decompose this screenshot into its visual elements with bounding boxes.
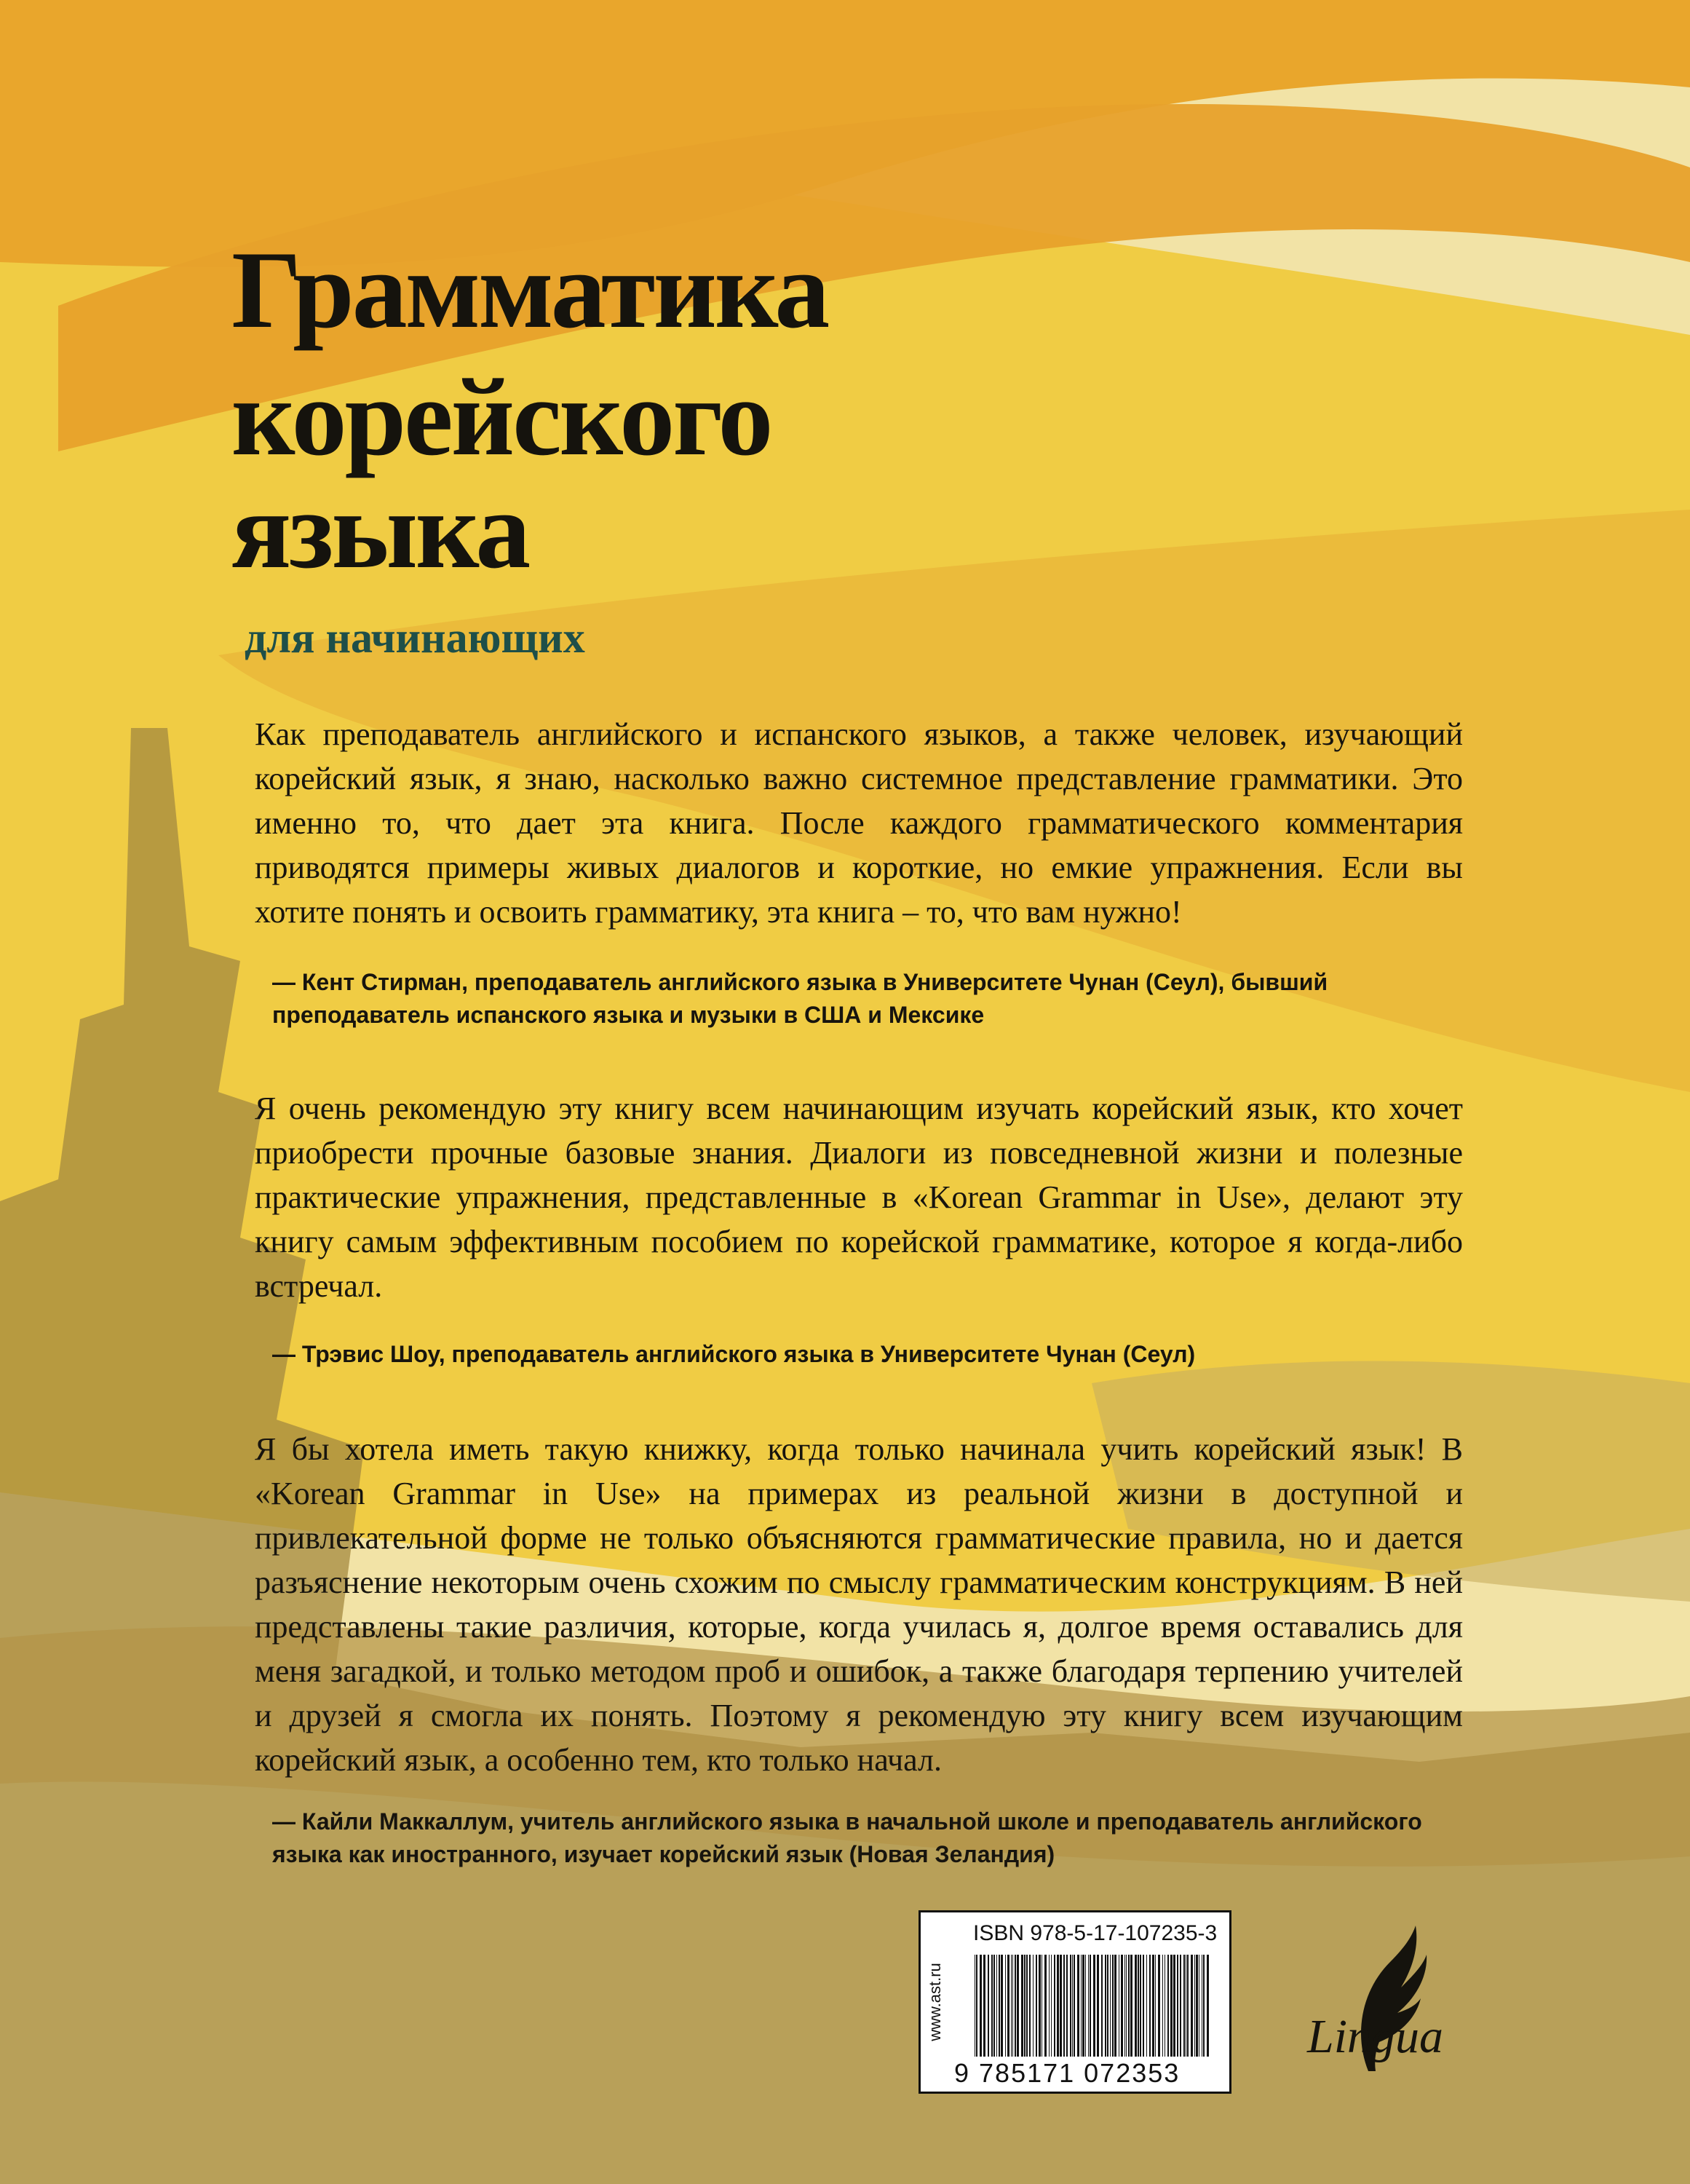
barcode-bar	[1072, 1955, 1073, 2057]
barcode-bar	[1026, 1955, 1028, 2057]
barcode-bar	[1011, 1955, 1012, 2057]
barcode-bar	[1105, 1955, 1106, 2057]
publisher-logo-text: Lingua	[1307, 2010, 1444, 2063]
testimonial-author-2: — Трэвис Шоу, преподаватель английского языка в Университете Чунан (Сеул)	[272, 1341, 1196, 1367]
barcode-bar	[1044, 1955, 1047, 2057]
barcode-bar	[1114, 1955, 1116, 2057]
barcode-bar	[1093, 1955, 1095, 2057]
barcode-bar	[1101, 1955, 1103, 2057]
barcode-bar	[1097, 1955, 1099, 2057]
barcode-bar	[1001, 1955, 1003, 2057]
barcode-bar	[1138, 1955, 1139, 2057]
barcode-bar	[1057, 1955, 1059, 2057]
barcode-bar	[1187, 1955, 1189, 2057]
barcode-bar	[1121, 1955, 1123, 2057]
barcode-bar	[1081, 1955, 1082, 2057]
barcode-bar	[1203, 1955, 1205, 2057]
barcode-bar	[1005, 1955, 1006, 2057]
barcode-bar	[1017, 1955, 1019, 2057]
barcode-bar	[1070, 1955, 1071, 2057]
barcode-bar	[1170, 1955, 1173, 2057]
book-title-line-1: Грамматика	[231, 229, 828, 351]
barcode-bar	[1090, 1955, 1091, 2057]
isbn-label: ISBN 978-5-17-107235-3	[973, 1921, 1218, 1945]
barcode-bar	[1183, 1955, 1185, 2057]
barcode-bar	[1049, 1955, 1050, 2057]
barcode-bar	[1054, 1955, 1055, 2057]
barcode-bar	[1173, 1955, 1175, 2057]
barcode-bar	[1128, 1955, 1130, 2057]
testimonial-text-1: Как преподаватель английского и испанского языков, а также человек, изучающий корейский язык, я знаю, насколько важно системное представление грамматики. Это именно то, что дает эта книга. После каждого грамматического комментария приводятся примеры живых диалогов и короткие, но емкие упражнения. Если вы хотите понять и освоить грамматику, эта книга – то, что вам нужно!	[255, 716, 1463, 930]
testimonial-text-3: Я бы хотела иметь такую книжку, когда только начинала учить корейский язык! В «Korean Grammar in Use» на примерах из реальной жизни в доступной и привлекательной форме не только объясняются грамматические правила, но и дается разъяснение некоторым очень схожим по смыслу грамматическим конструкциям. В ней представлены такие различия, которые, когда училась я, долгое время оставались для меня загадкой, и только методом проб и ошибок, а также благодаря терпению учителей и друзей я смогла их понять. Поэтому я рекомендую эту книгу всем изучающим корейский язык, а особенно тем, кто только начал.	[255, 1431, 1463, 1778]
barcode-bar	[1029, 1955, 1031, 2057]
barcode-bar	[1155, 1955, 1156, 2057]
barcode-bar	[1158, 1955, 1160, 2057]
book-title-line-3: языка	[231, 469, 529, 591]
barcode-bar	[1191, 1955, 1193, 2057]
barcode-bar	[1110, 1955, 1111, 2057]
barcode-bar	[1126, 1955, 1127, 2057]
barcode-bar	[1162, 1955, 1163, 2057]
barcode-bar	[1063, 1955, 1065, 2057]
barcode-bar	[988, 1955, 989, 2057]
barcode-bar	[993, 1955, 995, 2057]
barcode-bar	[1082, 1955, 1084, 2057]
barcode-bar	[1130, 1955, 1132, 2057]
barcode-bar	[1039, 1955, 1041, 2057]
barcode-bar	[996, 1955, 997, 2057]
barcode-bar	[1143, 1955, 1144, 2057]
barcode-bar	[1112, 1955, 1114, 2057]
barcode-bar	[1152, 1955, 1154, 2057]
barcode-bar	[1024, 1955, 1025, 2057]
barcode-bar	[1194, 1955, 1195, 2057]
barcode-bar	[1077, 1955, 1079, 2057]
barcode-bar	[1167, 1955, 1169, 2057]
barcode-bar	[1088, 1955, 1089, 2057]
barcode-bar	[1146, 1955, 1147, 2057]
barcode-bar	[1033, 1955, 1034, 2057]
barcode-bar	[1085, 1955, 1086, 2057]
testimonial-author-1: — Кент Стирман, преподаватель английского языка в Университете Чунан (Сеул), бывший преподаватель испанского языка и музыки в США и Мексике	[272, 969, 1328, 1028]
barcode-bar	[1015, 1955, 1016, 2057]
testimonial-text-2: Я очень рекомендую эту книгу всем начинающим изучать корейский язык, кто хочет приобрести прочные базовые знания. Диалоги из повседневной жизни и полезные практические упражнения, представленные в «Korean Grammar in Use», делают эту книгу самым эффективным пособием по корейской грамматике, которое я когда-либо встречал.	[255, 1091, 1463, 1304]
barcode-bar	[1140, 1955, 1141, 2057]
barcode-bar	[980, 1955, 982, 2057]
barcode-bar	[1180, 1955, 1181, 2057]
barcode-icon	[973, 1955, 1213, 2057]
barcode-bar	[1021, 1955, 1023, 2057]
barcode-bar	[1107, 1955, 1108, 2057]
publisher-site-url-text: www.ast.ru	[926, 1963, 944, 2041]
barcode-bar	[1060, 1955, 1062, 2057]
barcode-bar	[1177, 1955, 1178, 2057]
barcode-bar	[991, 1955, 993, 2057]
barcode-bar	[1135, 1955, 1137, 2057]
barcode-bar	[1196, 1955, 1198, 2057]
book-title-line-2: корейского	[231, 356, 771, 478]
barcode-bar	[1207, 1955, 1209, 2057]
publisher-site-url	[922, 1912, 948, 2092]
barcode-bar	[1074, 1955, 1075, 2057]
barcode-bar	[1007, 1955, 1009, 2057]
barcode-bar	[1036, 1955, 1037, 2057]
barcode-bar	[1124, 1955, 1125, 2057]
barcode-bar	[1012, 1955, 1013, 2057]
barcode-bar	[1066, 1955, 1068, 2057]
barcode-bar	[983, 1955, 985, 2057]
book-subtitle: для начинающих	[245, 614, 585, 662]
barcode-bar	[1149, 1955, 1151, 2057]
barcode-digits: 9 785171 072353	[954, 2058, 1181, 2088]
testimonial-author-3: — Кайли Маккаллум, учитель английского языка в начальной школе и преподаватель английского языка как иностранного, изучает корейский язык (Новая Зеландия)	[272, 1808, 1422, 1867]
isbn-barcode-box	[919, 1910, 1231, 2094]
barcode-bar	[999, 1955, 1000, 2057]
barcode-bar	[1051, 1955, 1052, 2057]
barcode-bar	[976, 1955, 977, 2057]
